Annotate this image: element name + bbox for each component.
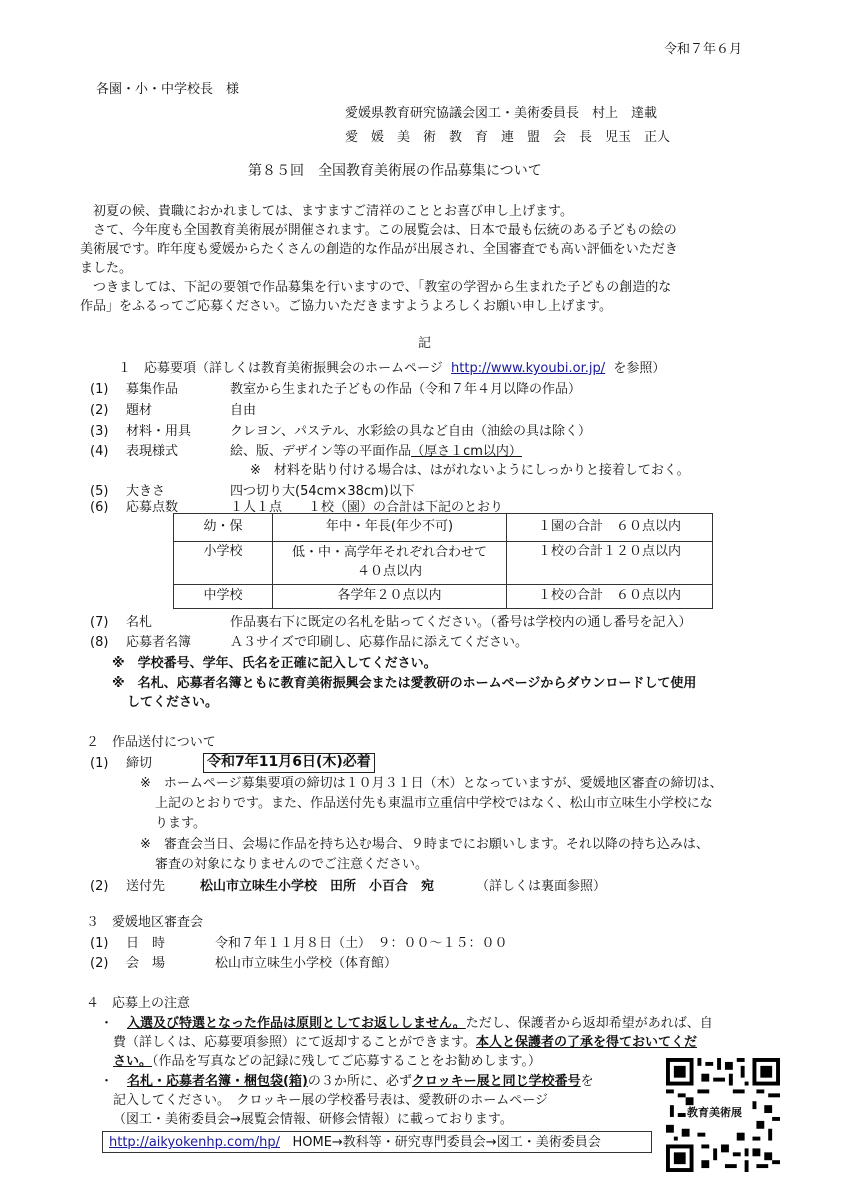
- destination-value: 松山市立味生小学校 田所 小百合 宛: [200, 879, 435, 894]
- table-cell: １校の合計１２０点以内: [507, 542, 713, 585]
- kyoubi-url-link[interactable]: http://www.kyoubi.or.jp/: [451, 361, 606, 376]
- consent-notice: 本人と保護者の了承を得ておいてくだ: [475, 1035, 697, 1050]
- item-4-num: (4): [90, 444, 109, 459]
- deadline-note-2: 上記のとおりです。また、作品送付先も東温市立重信中学校ではなく、松山市立味生小学校にな: [155, 796, 713, 811]
- return-cost-text: 費（詳しくは、応募要項参照）にて返却することができます。: [113, 1035, 476, 1050]
- label-end: を: [580, 1074, 594, 1089]
- section4-heading: ４ 応募上の注意: [86, 996, 191, 1011]
- caution-2-line-3: （図工・美術委員会→展覧会情報、研修会情報）に載っております。: [113, 1112, 513, 1127]
- aikyoken-url-box: [102, 1131, 652, 1153]
- intro-line-6: 作品」をふるってご応募ください。ご協力いただきますようよろしくお願い申し上げます。: [80, 299, 612, 314]
- intro-line-3: 美術展です。昨年度も愛媛からたくさんの創造的な作品が出展され、全国審査でも高い評価をいただき: [80, 242, 678, 257]
- aikyoken-url-link[interactable]: http://aikyokenhp.com/hp/: [109, 1135, 281, 1150]
- deadline-note-5: 審査の対象になりませんのでご注意ください。: [155, 857, 429, 872]
- intro-line-5: つきましては、下記の要領で作品募集を行いますので、「教室の学習から生まれた子どもの創造的な: [80, 280, 672, 295]
- item-3-label: 材料・用具: [126, 424, 192, 439]
- ki-marker: 記: [418, 336, 432, 351]
- item-6-value: １人１点 １校（園）の合計は下記のとおり: [230, 500, 504, 515]
- item-1-label: 募集作品: [126, 382, 179, 397]
- table-cell: 各学年２０点以内: [273, 584, 507, 608]
- caution-2-line-1: [127, 1074, 594, 1090]
- table-cell: １校の合計 ６０点以内: [507, 584, 713, 608]
- item-8-label: 応募者名簿: [126, 635, 192, 650]
- intro-line-1: 初夏の候、貴職におかれましては、ますますご清祥のこととお喜び申し上げます。: [80, 204, 573, 219]
- review-date-num: (1): [90, 936, 109, 951]
- table-row: [174, 542, 713, 585]
- return-request-text: ただし、保護者から返却希望があれば、自: [465, 1016, 713, 1031]
- section1-heading: [118, 361, 665, 377]
- document-date: 令和７年６月: [664, 42, 743, 57]
- quota-table: [173, 513, 713, 609]
- section3-heading: ３ 愛媛地区審査会: [86, 915, 204, 930]
- table-cell: [273, 542, 507, 585]
- note-download-1: ※ 名札、応募者名簿ともに教育美術振興会または愛教研のホームページからダウンロードして使用: [112, 676, 697, 691]
- label-items: 名札・応募者名簿・梱包袋(箱): [127, 1074, 308, 1089]
- bullet-2: ・: [100, 1074, 114, 1089]
- item-2-num: (2): [90, 403, 109, 418]
- caution-2-line-2: 記入してください。 クロッキー展の学校番号表は、愛教研のホームページ: [113, 1093, 548, 1108]
- caution-1-line-2: [113, 1035, 697, 1051]
- deadline-note-1: ※ ホームページ募集要項の締切は１０月３１日（木）となっていますが、愛媛地区審査の締切は、: [140, 776, 723, 791]
- table-cell: １園の合計 ６０点以内: [507, 514, 713, 542]
- item-5-value: 四つ切り大(54cm×38cm)以下: [230, 484, 415, 499]
- item-7-num: (7): [90, 615, 109, 630]
- caution-1-line-3: [113, 1054, 541, 1070]
- sender-line-2: 愛 媛 美 術 教 育 連 盟 会 長 児玉 正人: [345, 130, 671, 145]
- caution-1-line-1: [127, 1016, 713, 1032]
- destination-note: （詳しくは裏面参照）: [476, 879, 607, 894]
- table-cell: 小学校: [174, 542, 273, 585]
- item-3-num: (3): [90, 424, 109, 439]
- section2-heading: ２ 作品送付について: [86, 735, 216, 750]
- item-3-value: クレヨン、パステル、水彩絵の具など自由（油絵の具は除く）: [230, 424, 592, 439]
- review-venue-num: (2): [90, 956, 109, 971]
- item-5-label: 大きさ: [126, 484, 166, 499]
- intro-line-4: ました。: [80, 261, 133, 276]
- same-school-number: クロッキー展と同じ学校番号: [411, 1074, 581, 1089]
- item-1-value: 教室から生まれた子どもの作品（令和７年４月以降の作品）: [230, 382, 582, 397]
- item-4-note: ※ 材料を貼り付ける場合は、はがれないようにしっかりと接着しておく。: [250, 463, 690, 478]
- item-4-value: [230, 444, 522, 460]
- item-6-label: 応募点数: [126, 500, 179, 515]
- item-2-label: 題材: [126, 403, 153, 418]
- addressee: 各園・小・中学校長 様: [96, 82, 240, 97]
- review-date-label: 日 時: [126, 936, 166, 951]
- destination-label: 送付先: [126, 879, 166, 894]
- document-title: 第８５回 全国教育美術展の作品募集について: [248, 163, 542, 179]
- section1-heading-text: １ 応募要項（詳しくは教育美術振興会のホームページ: [118, 361, 443, 376]
- item-7-label: 名札: [126, 615, 153, 630]
- deadline-note-4: ※ 審査会当日、会場に作品を持ち込む場合、９時までにお願いします。それ以降の持ち込みは、: [140, 837, 709, 852]
- item-2-value: 自由: [230, 403, 257, 418]
- qr-code-label: 教育美術展: [687, 1106, 742, 1119]
- item-4-label: 表現様式: [126, 444, 179, 459]
- table-cell: 中学校: [174, 584, 273, 608]
- deadline-num: (1): [90, 756, 109, 771]
- sender-line-1: 愛媛県教育研究協議会図工・美術委員長 村上 達載: [345, 106, 658, 121]
- table-row: [174, 584, 713, 608]
- review-date-value: 令和７年１１月８日（土） ９：００～１５：００: [215, 936, 508, 951]
- note-download-2: してください。: [127, 695, 219, 710]
- deadline-label: 締切: [126, 756, 153, 771]
- aikyoken-nav-path: HOME→教科等・研究専門委員会→図工・美術委員会: [292, 1135, 601, 1150]
- item-8-value: Ａ３サイズで印刷し、応募作品に添えてください。: [230, 635, 528, 650]
- note-school-number: ※ 学校番号、学年、氏名を正確に記入してください。: [112, 656, 437, 671]
- item-7-value: 作品裏右下に既定の名札を貼ってください。（番号は学校内の通し番号を記入）: [230, 615, 692, 630]
- destination-num: (2): [90, 879, 109, 894]
- table-row: [174, 514, 713, 542]
- review-venue-value: 松山市立味生小学校（体育館）: [215, 956, 398, 971]
- review-venue-label: 会 場: [126, 956, 166, 971]
- table-cell: 年中・年長(年少不可): [273, 514, 507, 542]
- item-5-num: (5): [90, 484, 109, 499]
- consent-notice-end: さい。: [113, 1054, 153, 1069]
- deadline-value: 令和7年11月6日(木)必着: [203, 753, 375, 773]
- photo-record-text: （作品を写真などの記録に残してご応募することをお勧めします。）: [152, 1054, 541, 1069]
- item-1-num: (1): [90, 382, 109, 397]
- item-4-value-thickness: （厚さ１cm以内）: [411, 444, 522, 459]
- item-4-value-main: 絵、版、デザイン等の平面作品: [230, 444, 412, 459]
- table-cell-line: ４０点以内: [356, 563, 422, 579]
- deadline-note-3: ります。: [155, 816, 206, 831]
- no-return-notice: 入選及び特選となった作品は原則としてお返ししません。: [127, 1016, 466, 1031]
- item-8-num: (8): [90, 635, 109, 650]
- table-cell: 幼・保: [174, 514, 273, 542]
- bullet-1: ・: [100, 1016, 114, 1031]
- intro-line-2: さて、今年度も全国教育美術展が開催されます。この展覧会は、日本で最も伝統のある子どもの絵の: [80, 223, 677, 238]
- label-mid: の３か所に、必ず: [307, 1074, 412, 1089]
- section1-heading-suffix: を参照）: [613, 361, 666, 376]
- item-6-num: (6): [90, 500, 109, 515]
- table-cell-line: 低・中・高学年それぞれ合わせて: [291, 545, 487, 560]
